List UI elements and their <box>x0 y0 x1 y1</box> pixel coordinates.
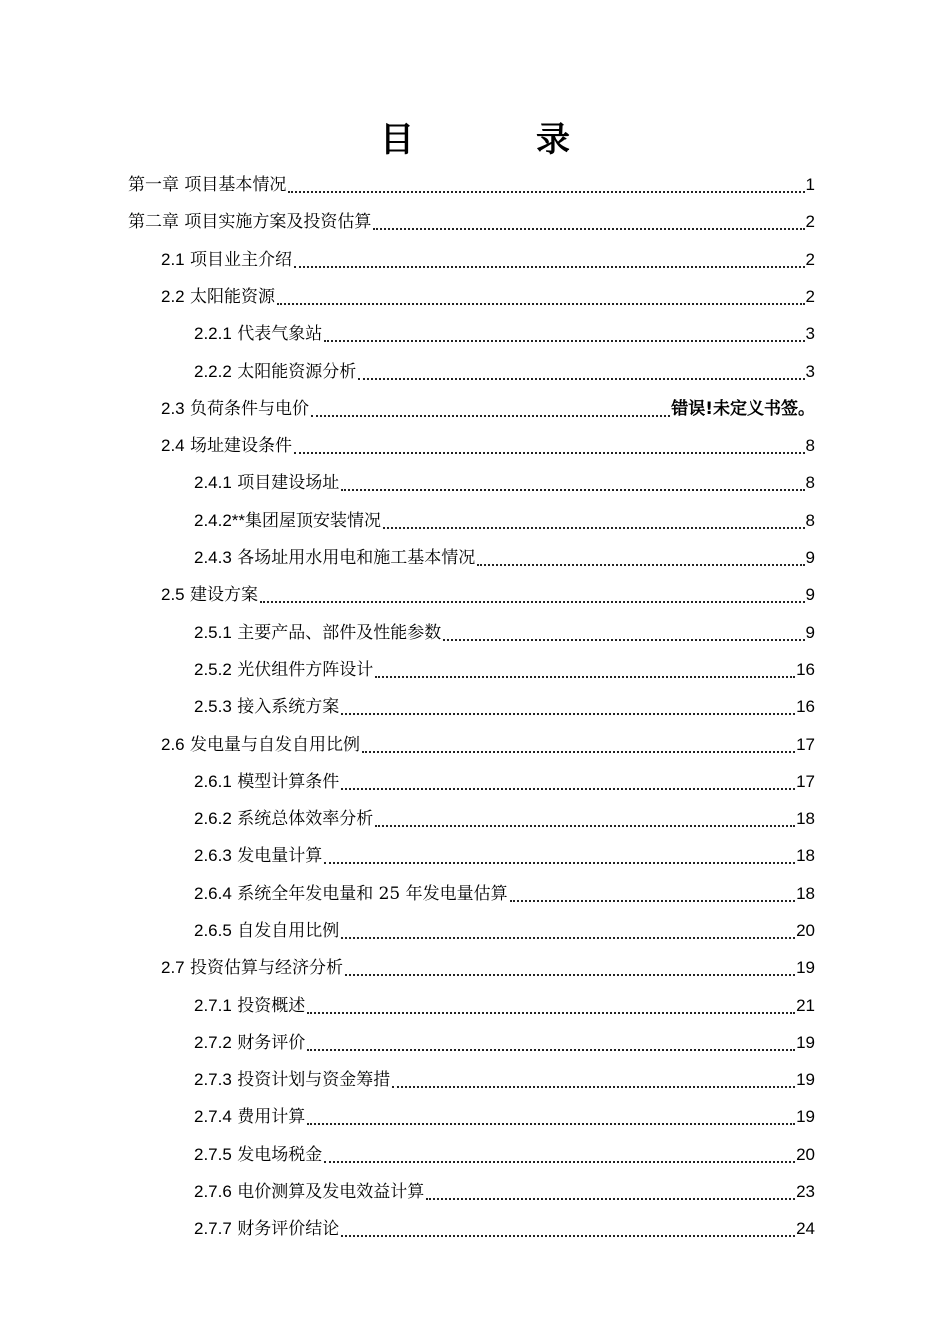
toc-dot-leader <box>307 1008 795 1014</box>
toc-entry-page-number: 19 <box>796 1070 815 1089</box>
toc-entry[interactable] <box>194 918 815 942</box>
toc-entry[interactable] <box>194 993 815 1017</box>
toc-dot-leader <box>362 747 795 753</box>
toc-entry-title <box>194 1218 339 1240</box>
toc-entry[interactable] <box>161 396 815 420</box>
toc-entry-text: 场址建设条件 <box>184 436 293 456</box>
toc-entry-text: 电价测算及发电效益计算 <box>231 1182 425 1202</box>
toc-entry-text: 发电场税金 <box>231 1145 323 1165</box>
toc-entry-title <box>194 883 508 905</box>
toc-entry-page-number: 18 <box>796 846 815 865</box>
toc-entry-text: 发电量与自发自用比例 <box>184 735 361 755</box>
toc-entry[interactable] <box>194 1142 815 1166</box>
toc-entry-title <box>161 957 343 979</box>
toc-entry-page-number: 9 <box>805 623 815 642</box>
toc-dot-leader <box>341 933 795 939</box>
toc-entry[interactable] <box>194 1216 815 1240</box>
toc-entry-page-number: 8 <box>805 436 815 455</box>
toc-entry-title <box>128 211 371 233</box>
toc-entry-page-number: 20 <box>796 1145 815 1164</box>
toc-entry-number: 2.7.6 <box>194 1182 232 1201</box>
toc-entry-number: 2.6.3 <box>194 846 232 865</box>
toc-entry-title <box>194 547 475 569</box>
toc-entry-title <box>194 808 373 830</box>
page-title: 目 录 <box>380 120 614 160</box>
toc-entry-text: 发电量计算 <box>231 846 323 866</box>
toc-entry-page-number: 17 <box>796 735 815 754</box>
toc-entry[interactable] <box>161 247 815 271</box>
toc-dot-leader <box>341 1231 795 1237</box>
toc-entry-text: 财务评价 <box>231 1033 306 1053</box>
toc-entry-title <box>194 659 373 681</box>
toc-entry-page-number: 2 <box>805 287 815 306</box>
toc-entry[interactable] <box>194 620 815 644</box>
toc-entry-text: 模型计算条件 <box>231 772 340 792</box>
toc-entry-title <box>161 435 292 457</box>
toc-entry-number: 2.7.7 <box>194 1219 232 1238</box>
toc-entry-number: 2.6 <box>161 735 185 754</box>
toc-entry-title <box>194 845 322 867</box>
toc-entry-page-number: 3 <box>805 324 815 343</box>
toc-entry[interactable] <box>194 769 815 793</box>
toc-dot-leader <box>307 1119 795 1125</box>
toc-entry-text: 投资概述 <box>231 996 306 1016</box>
toc-entry-title <box>194 1032 305 1054</box>
toc-dot-leader <box>426 1194 795 1200</box>
toc-entry-number: 2.7.1 <box>194 996 232 1015</box>
toc-entry-number: 2.7.4 <box>194 1107 232 1126</box>
toc-entry[interactable] <box>161 582 815 606</box>
toc-entry-text: 第一章 项目基本情况 <box>128 175 287 195</box>
toc-dot-leader <box>383 523 804 529</box>
toc-entry-page-number: 24 <box>796 1219 815 1238</box>
toc-entry-text: 系统总体效率分析 <box>231 809 374 829</box>
toc-entry-title <box>194 771 339 793</box>
toc-entry-page-number: 9 <box>805 585 815 604</box>
toc-entry-text: 系统全年发电量和 25 年发电量估算 <box>231 884 508 904</box>
toc-entry[interactable] <box>194 881 815 905</box>
toc-entry-text: 集团屋顶安装情况 <box>245 511 382 531</box>
toc-entry-page-number: 23 <box>796 1182 815 1201</box>
toc-entry-text: 各场址用水用电和施工基本情况 <box>231 548 476 568</box>
toc-entry-title <box>194 361 356 383</box>
toc-dot-leader <box>307 1045 795 1051</box>
toc-entry[interactable] <box>194 321 815 345</box>
toc-entry-title <box>194 323 322 345</box>
toc-entry-page-number: 17 <box>796 772 815 791</box>
toc-entry-text: 主要产品、部件及性能参数 <box>231 623 442 643</box>
toc-entry-title <box>194 1144 322 1166</box>
toc-dot-leader <box>294 262 804 268</box>
toc-entry-text: 太阳能资源 <box>184 287 276 307</box>
toc-entry[interactable] <box>161 955 815 979</box>
toc-entry-title <box>194 1106 305 1128</box>
toc-dot-leader <box>341 784 795 790</box>
toc-entry[interactable] <box>194 470 815 494</box>
toc-dot-leader <box>477 560 804 566</box>
toc-entry-number: 2.7 <box>161 958 185 977</box>
toc-entry-number: 2.6.4 <box>194 884 232 903</box>
toc-entry-text: 建设方案 <box>184 585 259 605</box>
toc-entry-title <box>161 734 360 756</box>
toc-entry-page-number: 2 <box>805 250 815 269</box>
toc-entry-page-number: 3 <box>805 362 815 381</box>
toc-entry-page-number: 19 <box>796 958 815 977</box>
toc-entry[interactable] <box>194 359 815 383</box>
toc-entry-number: 2.2 <box>161 287 185 306</box>
toc-entry[interactable] <box>194 694 815 718</box>
toc-entry-text: 项目建设场址 <box>231 473 340 493</box>
toc-dot-leader <box>311 411 670 417</box>
toc-entry[interactable] <box>161 732 815 756</box>
toc-entry-text: 自发自用比例 <box>231 921 340 941</box>
toc-entry-text: 项目业主介绍 <box>184 250 293 270</box>
toc-entry-title <box>194 510 381 532</box>
toc-entry-number: 2.7.5 <box>194 1145 232 1164</box>
toc-entry-page-number: 21 <box>796 996 815 1015</box>
toc-entry-title <box>194 995 305 1017</box>
toc-entry-title <box>161 286 275 308</box>
toc-dot-leader <box>375 672 795 678</box>
toc-entry[interactable] <box>161 433 815 457</box>
toc-dot-leader <box>288 187 804 193</box>
toc-entry[interactable] <box>128 172 815 196</box>
toc-entry-text: 负荷条件与电价 <box>184 399 310 419</box>
toc-entry-text: 财务评价结论 <box>231 1219 340 1239</box>
toc-entry[interactable] <box>194 806 815 830</box>
toc-entry-number: 2.5.2 <box>194 660 232 679</box>
toc-entry-number: 2.5.3 <box>194 697 232 716</box>
toc-entry-page-number: 8 <box>805 511 815 530</box>
toc-entry-text: 投资计划与资金筹措 <box>231 1070 391 1090</box>
toc-entry-number: 2.5 <box>161 585 185 604</box>
toc-dot-leader <box>277 299 804 305</box>
toc-entry-number: 2.6.2 <box>194 809 232 828</box>
toc-entry-title <box>128 174 286 196</box>
toc-entry[interactable] <box>194 657 815 681</box>
toc-entry-title <box>161 249 292 271</box>
toc-entry-title <box>194 472 339 494</box>
toc-entry-number: 2.6.5 <box>194 921 232 940</box>
toc-entry-number: 2.3 <box>161 399 185 418</box>
toc-entry-text: 代表气象站 <box>231 324 323 344</box>
toc-entry-text: 投资估算与经济分析 <box>184 958 344 978</box>
toc-entry-number: 2.4.3 <box>194 548 232 567</box>
toc-entry-page-number: 20 <box>796 921 815 940</box>
toc-entry[interactable] <box>194 1104 815 1128</box>
toc-entry-number: 2.5.1 <box>194 623 232 642</box>
toc-entry-page-number: 19 <box>796 1033 815 1052</box>
toc-entry[interactable] <box>194 1030 815 1054</box>
toc-entry-text: 第二章 项目实施方案及投资估算 <box>128 212 372 232</box>
toc-entry[interactable] <box>194 508 815 532</box>
toc-entry-page-number: 18 <box>796 884 815 903</box>
toc-entry[interactable] <box>161 284 815 308</box>
toc-entry-number: 2.4 <box>161 436 185 455</box>
toc-entry-title <box>194 920 339 942</box>
toc-entry-number: 2.1 <box>161 250 185 269</box>
toc-dot-leader <box>392 1082 795 1088</box>
toc-entry-title <box>194 622 441 644</box>
toc-dot-leader <box>375 821 795 827</box>
toc-dot-leader <box>345 970 795 976</box>
toc-entry-number: 2.2.1 <box>194 324 232 343</box>
toc-entry-page-number: 16 <box>796 660 815 679</box>
toc-dot-leader <box>324 858 795 864</box>
toc-entry-page-number: 16 <box>796 697 815 716</box>
toc-dot-leader <box>294 448 804 454</box>
toc-entry-text: 接入系统方案 <box>231 697 340 717</box>
toc-entry-page-number: 1 <box>805 175 815 194</box>
toc-entry-title <box>161 398 309 420</box>
toc-dot-leader <box>373 224 804 230</box>
toc-dot-leader <box>443 635 804 641</box>
toc-dot-leader <box>341 709 795 715</box>
toc-entry-title <box>194 1069 390 1091</box>
toc-entry-page-number: 2 <box>805 212 815 231</box>
toc-entry[interactable] <box>194 545 815 569</box>
toc-entry-text: 光伏组件方阵设计 <box>231 660 374 680</box>
toc-dot-leader <box>510 896 795 902</box>
toc-dot-leader <box>324 336 804 342</box>
toc-entry-number: 2.6.1 <box>194 772 232 791</box>
toc-entry-number: 2.4.1 <box>194 473 232 492</box>
toc-dot-leader <box>341 485 804 491</box>
toc-dot-leader <box>260 597 804 603</box>
toc-entry[interactable] <box>194 1067 815 1091</box>
toc-entry-number: 2.2.2 <box>194 362 232 381</box>
toc-entry[interactable] <box>128 209 815 233</box>
toc-entry-title <box>194 1181 424 1203</box>
toc-entry-title <box>161 584 258 606</box>
toc-entry-text: 太阳能资源分析 <box>231 362 357 382</box>
toc-entry-number: 2.7.3 <box>194 1070 232 1089</box>
toc-dot-leader <box>324 1157 795 1163</box>
toc-entry-page-number: 8 <box>805 473 815 492</box>
toc-entry-page-number: 9 <box>805 548 815 567</box>
toc-entry-number: 2.4.2** <box>194 511 246 530</box>
toc-entry-page-number: 19 <box>796 1107 815 1126</box>
toc-entry-text: 费用计算 <box>231 1107 306 1127</box>
toc-entry[interactable] <box>194 843 815 867</box>
toc-dot-leader <box>358 374 804 380</box>
toc-entry-error-text: 错误!未定义书签。 <box>671 399 815 419</box>
toc-entry-number: 2.7.2 <box>194 1033 232 1052</box>
toc-entry-page-number: 18 <box>796 809 815 828</box>
toc-entry-title <box>194 696 339 718</box>
toc-entry[interactable] <box>194 1179 815 1203</box>
